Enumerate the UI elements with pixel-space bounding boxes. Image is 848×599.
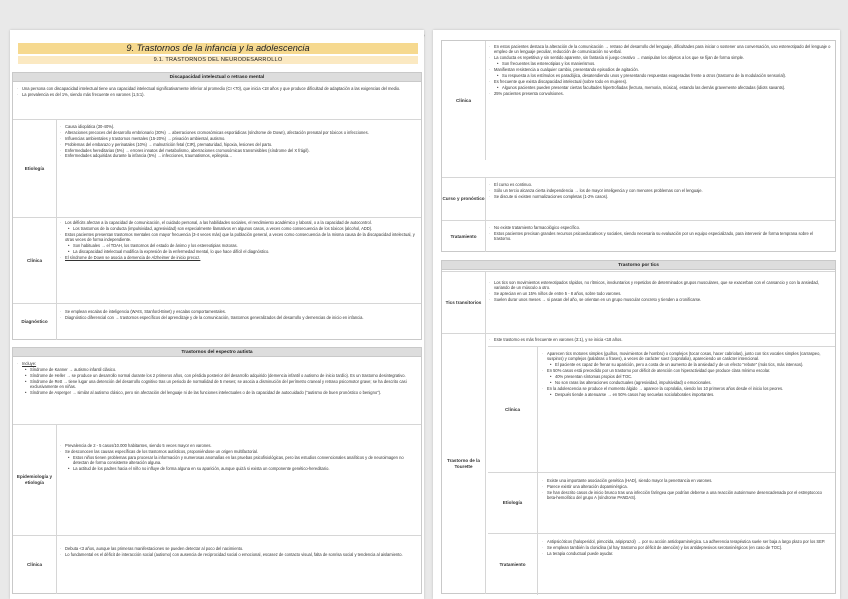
tics-transitorios-item: · Se aprecian en un 15% niños de entre 5 - 8 años, sobre todo varones. (489, 291, 831, 296)
curso-label: Curso y pronóstico (442, 178, 486, 220)
diagnostico-label: Diagnóstico (13, 304, 57, 340)
chapter-title: 9. Trastornos de la infancia y la adolescencia (18, 43, 418, 54)
epidemiologia-subitem: • Estos niños tienen problemas para procesar la información y numerosas anomalías en las pruebas psicofisiológicas, pero las estudios convencionales analíticos y de neuroimagen no detectan de forma consistente alteración alguna. (60, 455, 417, 466)
autismo-clinica-cont-subitem: • Su respuesta a los estímulos es paradójica, desatendiendo unos y presentando respuestas exageradas frente a otros (trastorno de la modulación sensorial). (489, 73, 831, 78)
autismo-incluye-item: • Síndrome de Heller → se produce un desarrollo normal durante los 2 primeros años, con pérdida posterior del desarrollo adquirido (demencia infantil o autismo de inicio tardío). Es un trastorno desintegrativo. (17, 373, 417, 378)
tourette-clinica-item: · En la adolescencia se produce el momento álgido → aparece la coprolalia, siendo los 10 primeros años desde el inicio los peores. (542, 386, 831, 391)
epidemiologia-subitem: • La actitud de los padres hacia el niño no influye de forma alguna en su aparición, aunque quizá si exista un componente genético-hereditario. (60, 466, 417, 471)
autismo-continuation-block (441, 40, 836, 252)
etiologia-row (13, 119, 421, 217)
autismo-clinica-cont-subitem: • Algunos pacientes pueden presentar ciertas facultades hipertrofiadas (lectura, memoria, música), estando las demás gravemente afectadas (idiots savants). (489, 85, 831, 90)
curso-item: · Se discute si existen normalizaciones completas (1-2% casos). (489, 194, 831, 199)
section-title: 9.1. TRASTORNOS DEL NEURODESARROLLO (18, 56, 418, 64)
autismo-clinica-cont-label: Clínica (442, 41, 486, 160)
autismo-clinica-item: · Lo fundamental es el déficit de interacción social (autismo) con ausencia de reciprocidad social o emocional, escasez de contacto visual, falta de sonrisa social y tendencia al aislamiento. (60, 552, 417, 557)
tics-transitorios-row (442, 271, 835, 333)
tourette-clinica-subitem: • Después tiende a atenuarse → en 50% casos hay secuelas sociolaborales importantes. (542, 392, 831, 397)
diagnostico-item: · Se emplean escalas de inteligencia (WAIS, Stanford-Binet) y escalas comportamentales. (60, 309, 417, 314)
etiologia-item: · Enfermedades hereditarias (5%) → errores innatos del metabolismo, aberraciones cromosómicas transmisibles (síndrome del X frágil). (60, 148, 417, 153)
autismo-clinica-cont-item: · Es frecuente que exista discapacidad intelectual (sobre todo en mujeres). (489, 79, 831, 84)
diagnostico-row (13, 303, 421, 340)
autismo-clinica-label: Clínica (13, 536, 57, 594)
tourette-tratamiento-item: · Antipsicóticos (haloperidol, pimozida, aripiprazol) → por su acción antidopaminérgica. La adherencia terapéutica suele ser baja a largo plazo por los SEP. (542, 539, 831, 544)
tourette-clinica-subitem: • No son raras las alteraciones conductuales (agresividad, impulsividad) o emocionales. (542, 380, 831, 385)
epidemiologia-item: · Se desconocen las causas específicas de los trastornos autísticos, proponiéndose un origen multifactorial. (60, 449, 417, 454)
tourette-etiologia-item: · Existe una importante asociación genética (HAD), siendo mayor la penetrancia en varones. (542, 478, 831, 483)
discapacidad-block (12, 72, 422, 340)
autismo-incluye-item: • Síndrome de Kanner → autismo infantil clásico. (17, 367, 417, 372)
tourette-row (442, 333, 835, 594)
tourette-etiologia-row (488, 472, 835, 533)
autismo-clinica-cont-item: · 25% pacientes presenta convulsiones. (489, 91, 831, 96)
epidemiologia-item: · Prevalencia de 2 - 5 casos/10.000 habitantes, siendo 5 veces mayor en varones. (60, 443, 417, 448)
discapacidad-intro-item: · La prevalencia es del 1%, siendo más frecuente en varones (1,5:1). (17, 92, 417, 97)
autismo-heading: Trastornos del espectro autista (13, 348, 421, 357)
tourette-etiologia-item: · Parece existir una alteración dopaminérgica. (542, 484, 831, 489)
tourette-etiologia-item: · Se han descrito casos de inicio brusco tras una infección faríngea que podrían deberse a una reacción autoinmune desencadenada por el estreptococo beta-hemolítico del grupo A (síndrome PANDAS). (542, 490, 831, 501)
autismo-clinica-cont-item: · Manifiestan resistencia a cualquier cambio, presentando episodios de agitación. (489, 67, 831, 72)
tratamiento-item: · Estos pacientes precisan grandes recursos psicoeducativos y sociales, siendo necesaria su evaluación por un equipo especializado, para intervenir de forma temprana sobre el trastorno. (489, 231, 831, 242)
clinica-item: · Los déficits afectan a la capacidad de comunicación, el cuidado personal, a las habilidades sociales, el rendimiento académico y laboral, o a la capacidad de autocontrol. (60, 220, 417, 225)
tourette-clinica-subitem: • El paciente es capaz de frenar su aparición, pero a costa de un aumento de la ansiedad y de un efecto "rebote" (más tics, más intensos). (542, 362, 831, 367)
autismo-clinica-cont-item: · En estos pacientes destaca la alteración de la comunicación → retraso del desarrollo del lenguaje, dificultades para iniciar o sostener una conversación, uso estereotipado del lenguaje o empleo de un lenguaje peculiar, reducción de comunicación no verbal. (489, 44, 831, 55)
etiologia-label: Etiología (13, 120, 57, 217)
curso-row (442, 177, 835, 220)
tratamiento-item: · No existe tratamiento farmacológico específico. (489, 225, 831, 230)
etiologia-item: · Enfermedades adquiridas durante la infancia (5%) → infecciones, traumatismos, epilepsia… (60, 153, 417, 158)
tourette-tratamiento-label: Tratamiento (488, 534, 538, 595)
clinica-subitem: • Son habituales → el TDAH, los trastornos del estado de ánimo y los estereotipias motoras. (60, 243, 417, 248)
tourette-etiologia-label: Etiología (488, 473, 538, 533)
clinica-subitem: • Los trastornos de la conducta (impulsividad, agresividad) son especialmente llamativos en algunos casos, a veces como consecuencia de los tóxicos (alcohol, ADD). (60, 226, 417, 231)
curso-item: · El curso es continuo. (489, 182, 831, 187)
tourette-label: Trastorno de la Tourette (442, 334, 486, 594)
diagnostico-item: · Diagnóstico diferencial con → trastornos específicos del aprendizaje y de la comunicación, trastornos generalizados del desarrollo y demencias de inicio en infancia. (60, 315, 417, 320)
etiologia-item: · Problemas del embarazo y perinatales (10%) → malnutrición fetal (CIR), prematuridad, hipoxia, lesiones del parto. (60, 142, 417, 147)
etiologia-item: · Causa idiopática (30-40%). (60, 124, 417, 129)
autismo-clinica-cont-item: · La conducta es repetitiva y sin sentido aparente, sin fantasía ni juego creativo → manipulan los objetos a los que se fijan de forma simple. (489, 55, 831, 60)
autismo-incluye-item: • Síndrome de Rett → tiene lugar una detención del desarrollo cognitivo tras un periodo de normalidad de 5 meses; se asocia a disminución del perímetro craneal y retraso psicomotor grave; se ha descrito casi exclusivamente en niñas. (17, 379, 417, 390)
autismo-incluye-label: · Incluye: (17, 361, 417, 366)
tourette-clinica-item: · En 50% casos está precedido por un trastorno por déficit de atención con hiperactividad que produce clara mínimo escolar. (542, 368, 831, 373)
tics-transitorios-item: · Suelen durar unos meses → si pasan del año, se orientan en un grupo muscular concreto y tienden a cronificarse. (489, 297, 831, 302)
clinica-label: Clínica (13, 218, 57, 303)
discapacidad-heading: Discapacidad intelectual o retraso mental (13, 73, 421, 82)
tratamiento-label: Tratamiento (442, 221, 486, 252)
tics-transitorios-item: · Los tics son movimientos estereotipados rápidos, no rítmicos, involuntarios y repetidos de determinados grupos musculares, que se exacerban con el cansancio y con la ansiedad, variando de un músculo a otro. (489, 280, 831, 291)
tourette-tratamiento-item: · La terapia conductual puede ayudar. (542, 551, 831, 556)
autismo-clinica-item: · Debuta <3 años, aunque las primeras manifestaciones se pueden detectar al poco del nacimiento. (60, 546, 417, 551)
tourette-subtable (488, 346, 835, 594)
epidemiologia-row (13, 424, 421, 535)
autismo-incluye-item: • Síndrome de Asperger → similar al autismo clásico, pero sin afectación del lenguaje ni de las funciones intelectuales o de la capacidad de autocuidado ("autismo de buen pronóstico o benigno"). (17, 390, 417, 395)
tourette-clinica-label: Clínica (488, 347, 538, 472)
tratamiento-row (442, 220, 835, 252)
autismo-clinica-cont-subitem: • Son frecuentes las estereotipias y los manierismos. (489, 61, 831, 66)
discapacidad-intro-item: · Una persona con discapacidad intelectual tiene una capacidad intelectual significativamente inferior al promedio (CI <70), que inicia <18 años y que produce dificultad de adaptación a las exigencias del medio. (17, 86, 417, 91)
tourette-tratamiento-item: · Se emplean también la clonidina (al hay trastorno por déficit de atención) y los antidepresivos serotoninérgicos (en caso de TOC). (542, 545, 831, 550)
tourette-tratamiento-row (488, 533, 835, 595)
tourette-clinica-row (488, 347, 835, 472)
autismo-block (12, 347, 422, 594)
tourette-intro: · Este trastorno es más frecuente en varones (3:1), y se inicia <18 años. (489, 337, 831, 342)
etiologia-item: · Alteraciones precoces del desarrollo embrionario (30%) → aberraciones cromosómicas esporádicas (síndrome de Down), afectación prenatal por tóxicos o infecciones. (60, 130, 417, 135)
etiologia-item: · Influencias ambientales y trastornos mentales (15-20%) → privación ambiental, autismo. (60, 136, 417, 141)
tourette-clinica-item: · Aparecen tics motores simples (guiños, movimientos de hombro) o complejos (tocar cosas, hacer cabriolas), junto con tics vocales simples (carraspeo, suspiros) y complejos (palabras o frases), a veces de carácter soez (coprolalia), apareciendo un carácter intencional. (542, 351, 831, 362)
epidemiologia-label: Epidemiología y etiología (13, 425, 57, 535)
clinica-subitem: • La discapacidad intelectual modifica la expresión de la enfermedad mental, lo que hace difícil el diagnóstico. (60, 249, 417, 254)
autismo-clinica-row (13, 535, 421, 594)
clinica-item: · El síndrome de Down se asocia a demencia de Alzheimer de inicio precoz. (60, 255, 417, 260)
tics-transitorios-label: Tics transitorios (442, 272, 486, 333)
curso-item: · Sólo un tercio alcanza cierta independencia → los de mayor inteligencia y con menores problemas con el lenguaje. (489, 188, 831, 193)
clinica-row (13, 217, 421, 303)
clinica-item: · Estos pacientes presentan trastornos mentales con mayor frecuencia (3-4 veces más) que la población general, a veces como consecuencia de la misma causa de la discapacidad intelectual, y otras veces de forma independiente. (60, 232, 417, 243)
autismo-clinica-cont-row (442, 41, 835, 160)
tourette-clinica-subitem: • 40% presentan síntomas propios del TOC. (542, 374, 831, 379)
tics-block (441, 260, 836, 594)
tics-heading: Trastorno por tics (442, 261, 835, 270)
